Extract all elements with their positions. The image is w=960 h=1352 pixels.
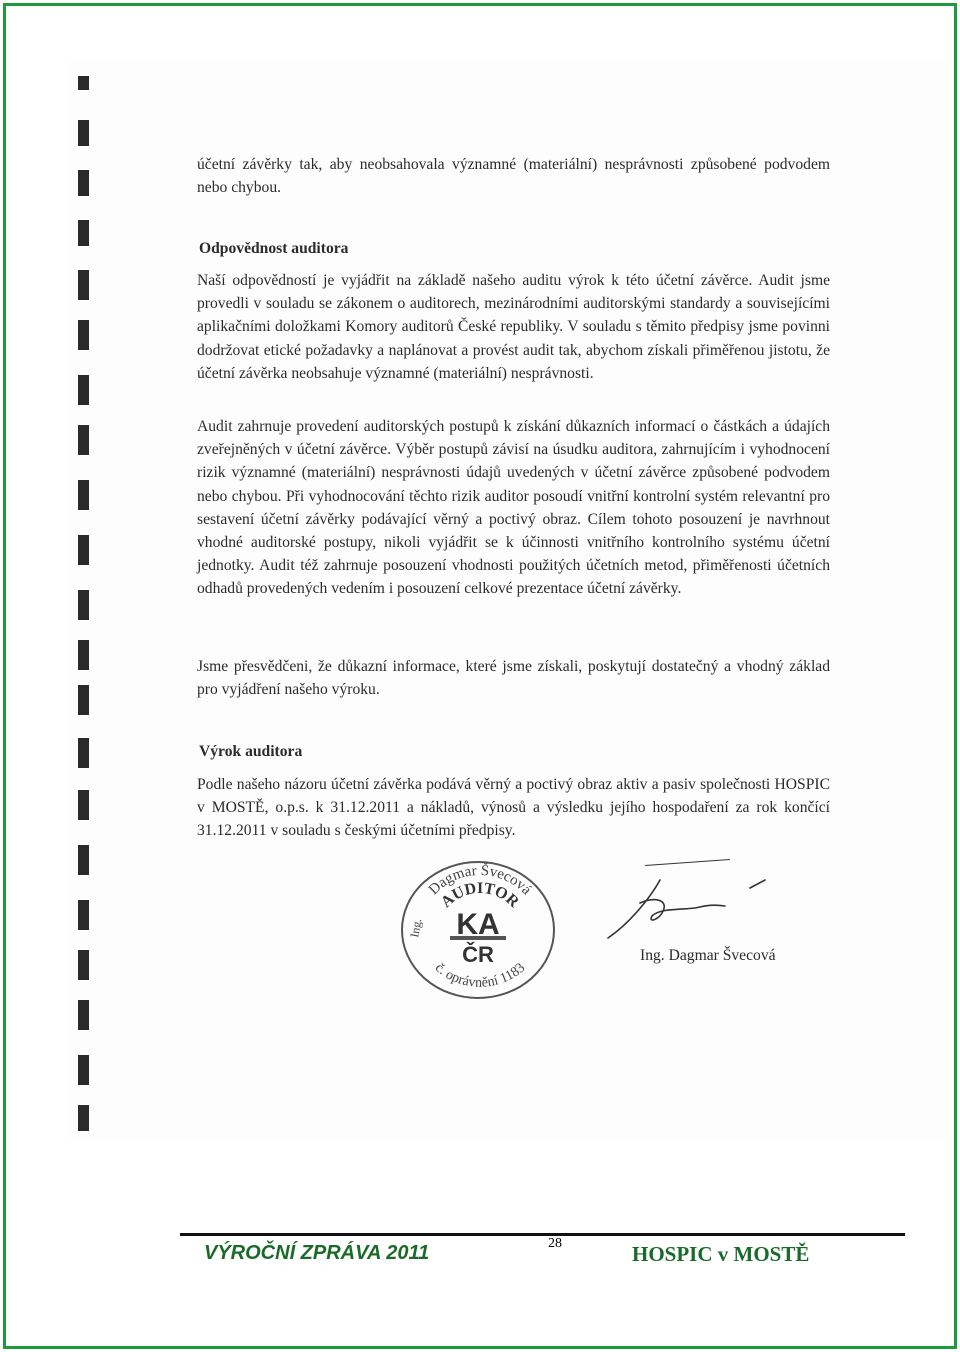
heading-auditor-responsibility: Odpovědnost auditora (199, 240, 349, 257)
binding-holes (78, 70, 92, 1130)
auditor-stamp (398, 858, 558, 1000)
page-number: 28 (548, 1236, 562, 1251)
footer-organization: HOSPIC v MOSTĚ (632, 1242, 810, 1266)
svg-text:AUDITOR: AUDITOR (437, 879, 523, 912)
heading-auditor-opinion: Výrok auditora (199, 743, 303, 760)
svg-text:č. oprávnění 1183: č. oprávnění 1183 (431, 960, 529, 991)
svg-text:Dagmar Švecová: Dagmar Švecová (425, 862, 535, 899)
responsibility-paragraph: Naší odpovědností je vyjádřit na základě našeho auditu výrok k této účetní závěrce. Audit jsme provedli v souladu se zákonem o auditorech, mezinárodními auditorskými standardy a souvisejícími aplikačními doložkami Komory auditorů České republiky. V souladu s těmito předpisy jsme povinni dodržovat etické požadavky a naplánovat a provést audit tak, abychom získali přiměřenou jistotu, že účetní závěrka neobsahuje významné (materiální) nesprávnosti. (197, 272, 830, 382)
signatory-name: Ing. Dagmar Švecová (640, 947, 776, 964)
footer-rule (180, 1233, 905, 1236)
belief-paragraph: Jsme přesvědčeni, že důkazní informace, které jsme získali, poskytují dostatečný a vhodný základ pro vyjádření našeho výroku. (197, 658, 830, 699)
svg-text:ČR: ČR (462, 942, 494, 967)
opinion-paragraph: Podle našeho názoru účetní závěrka podává věrný a poctivý obraz aktiv a pasiv společnosti HOSPIC v MOSTĚ, o.p.s. k 31.12.2011 a nákladů, výnosů a výsledku jejího hospodaření za rok končící 31.12.2011 v souladu s českými účetními předpisy. (197, 776, 830, 840)
procedures-paragraph: Audit zahrnuje provedení auditorských postupů k získání důkazních informací o částkách a údajích zveřejněných v účetní závěrce. Výběr postupů závisí na úsudku auditora, zahrnujícím i vyhodnocení rizik významné (materiální) nesprávnosti údajů uvedených v účetní závěrce způsobené podvodem nebo chybou. Při vyhodnocování těchto rizik auditor posoudí vnitřní kontrolní systém relevantní pro sestavení účetní závěrky podávající věrný a poctivý obraz. Cílem tohoto posouzení je navrhnout vhodné auditorské postupy, nikoli vyjádřit se k účinnosti vnitřního kontrolního systému účetní jednotky. Audit též zahrnuje posouzení vhodnosti použitých účetních metod, přiměřenosti účetních odhadů provedených vedením i posouzení celkové prezentace účetní závěrky. (197, 418, 830, 598)
intro-paragraph: účetní závěrky tak, aby neobsahovala významné (materiální) nesprávnosti způsobené podvodem nebo chybou. (197, 156, 830, 197)
svg-text:Ing.: Ing. (407, 917, 425, 939)
svg-text:KA: KA (456, 908, 500, 941)
footer-report-title: VÝROČNÍ ZPRÁVA 2011 (204, 1242, 430, 1264)
handwritten-signature (600, 868, 780, 948)
